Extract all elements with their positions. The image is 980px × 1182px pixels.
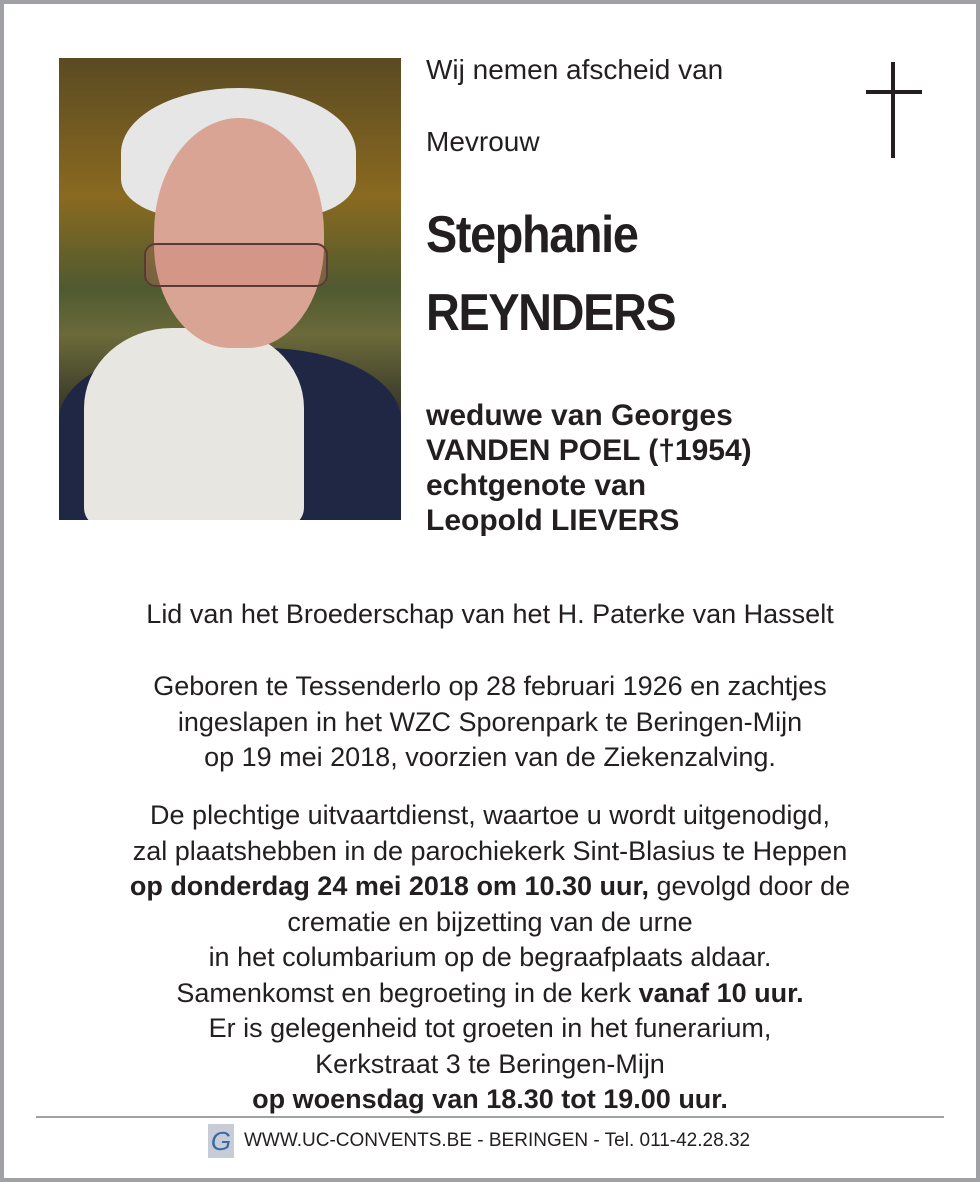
divider (36, 1116, 944, 1118)
text-line (0, 976, 980, 1012)
funeral-info (0, 798, 980, 1118)
funeral-date: op donderdag 24 mei 2018 om 10.30 uur, (129, 871, 650, 901)
text-line: zal plaatshebben in de parochiekerk Sint-Blasius te Heppen (132, 835, 848, 866)
relation-line: Leopold LIEVERS (426, 504, 680, 537)
text-line: Geboren te Tessenderlo op 28 februari 1926 en zachtjes (153, 671, 827, 701)
relation-line: weduwe van Georges (426, 399, 733, 432)
text-line: Kerkstraat 3 te Beringen-Mijn (315, 1048, 665, 1079)
intro-text: Wij nemen afscheid van (426, 54, 724, 85)
visitation-time: op woensdag van 18.30 tot 19.00 uur. (252, 1084, 728, 1114)
footer (208, 1124, 750, 1158)
text-span: Samenkomst en begroeting in de kerk (176, 977, 639, 1008)
text-line: De plechtige uitvaartdienst, waartoe u wordt uitgenodigd, (150, 800, 830, 830)
text-span: gevolgd door de (649, 871, 851, 901)
portrait-photo (59, 58, 401, 520)
footer-contact: WWW.UC-CONVENTS.BE - BERINGEN - Tel. 011-42.28.32 (244, 1130, 751, 1151)
text-line: ingeslapen in het WZC Sporenpark te Beringen-Mijn (177, 706, 803, 737)
gathering-time: vanaf 10 uur. (638, 977, 804, 1008)
membership: Lid van het Broederschap van het H. Paterke van Hasselt (146, 599, 834, 629)
relations (426, 398, 752, 538)
honorific: Mevrouw (426, 126, 540, 157)
birth-death-info (0, 669, 980, 776)
text-line (0, 1082, 980, 1118)
text-line: op 19 mei 2018, voorzien van de Ziekenzalving. (204, 742, 776, 772)
first-name: Stephanie (426, 206, 638, 264)
funeral-home-logo-icon: G (208, 1124, 234, 1158)
relation-line: echtgenote van (426, 469, 647, 502)
text-line: crematie en bijzetting van de urne (287, 906, 693, 937)
last-name: REYNDERS (426, 284, 676, 342)
text-line: in het columbarium op de begraafplaats aldaar. (208, 942, 772, 972)
text-line (0, 869, 980, 905)
text-line: Er is gelegenheid tot groeten in het funerarium, (208, 1013, 772, 1043)
relation-line: VANDEN POEL (†1954) (426, 434, 752, 467)
cross-icon (866, 62, 922, 158)
